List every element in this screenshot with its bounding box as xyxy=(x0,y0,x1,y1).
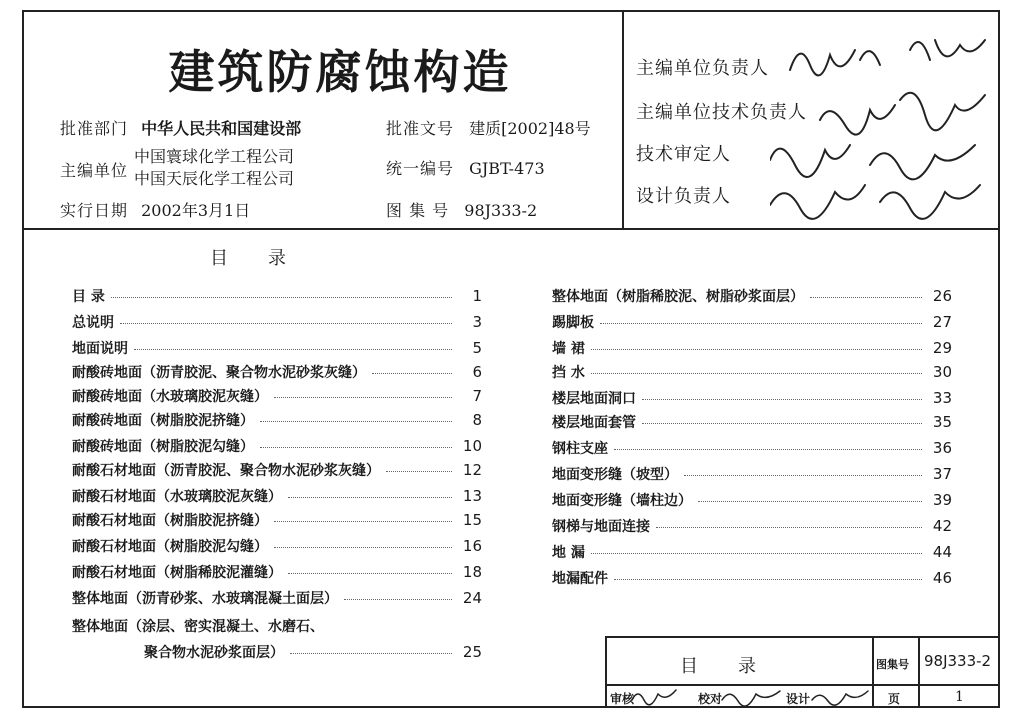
titleblock-top-border xyxy=(605,636,1000,638)
approval-no-row xyxy=(386,116,591,139)
toc-entry[interactable]: 耐酸砖地面（树脂胶泥勾缝） 10 xyxy=(72,437,482,455)
chief-unit-2: 中国天辰化学工程公司 xyxy=(134,169,295,188)
toc-entry[interactable]: 耐酸石材地面（树脂胶泥勾缝） 16 xyxy=(72,537,482,555)
toc-entry[interactable]: 墙 裙 29 xyxy=(552,339,952,357)
toc-entry[interactable]: 钢梯与地面连接 42 xyxy=(552,517,952,535)
review-label: 审核 xyxy=(610,692,635,706)
atlas-title: 建筑防腐蚀构造 xyxy=(168,45,512,99)
responsible-tech: 主编单位技术负责人 xyxy=(636,102,807,123)
effective-date-row xyxy=(60,198,250,221)
unified-no-label: 统一编号 xyxy=(386,159,455,178)
atlas-no-label: 图 集 号 xyxy=(386,201,450,220)
toc-entry[interactable]: 地 漏 44 xyxy=(552,543,952,561)
header-divider xyxy=(22,228,1000,230)
effective-date-value: 2002年3月1日 xyxy=(141,201,251,220)
toc-entry[interactable]: 楼层地面套管 35 xyxy=(552,413,952,431)
approval-no-label: 批准文号 xyxy=(386,119,455,138)
toc-entry[interactable]: 耐酸石材地面（树脂胶泥挤缝） 15 xyxy=(72,511,482,529)
toc-heading: 目 录 xyxy=(210,248,287,269)
responsible-chief-unit: 主编单位负责人 xyxy=(636,58,769,79)
toc-entry[interactable]: 踢脚板 27 xyxy=(552,313,952,331)
page-number: 1 xyxy=(955,689,964,705)
toc-entry[interactable]: 耐酸石材地面（沥青胶泥、聚合物水泥砂浆灰缝） 12 xyxy=(72,461,482,479)
toc-entry-continued[interactable]: 整体地面（涂层、密实混凝土、水磨石、 xyxy=(72,619,324,635)
toc-entry[interactable]: 整体地面（沥青砂浆、水玻璃混凝土面层） 24 xyxy=(72,589,482,607)
header-vertical-divider xyxy=(622,10,624,228)
approving-dept-row xyxy=(60,116,301,139)
toc-entry[interactable]: 聚合物水泥砂浆面层） 25 xyxy=(144,643,482,661)
titleblock-left-border xyxy=(605,636,607,708)
toc-entry[interactable]: 地面说明 5 xyxy=(72,339,482,357)
effective-date-label: 实行日期 xyxy=(60,201,129,220)
titleblock-div-1 xyxy=(872,636,874,708)
chief-unit-label: 主编单位 xyxy=(60,161,129,180)
responsible-reviewer: 技术审定人 xyxy=(636,144,731,165)
toc-entry[interactable]: 地漏配件 46 xyxy=(552,569,952,587)
design-label: 设计 xyxy=(786,692,811,706)
toc-entry[interactable]: 整体地面（树脂稀胶泥、树脂砂浆面层） 26 xyxy=(552,287,952,305)
toc-entry[interactable]: 地面变形缝（坡型） 37 xyxy=(552,465,952,483)
approving-dept-label: 批准部门 xyxy=(60,119,129,138)
toc-entry[interactable]: 目 录 1 xyxy=(72,287,482,305)
toc-entry[interactable]: 耐酸砖地面（水玻璃胶泥灰缝） 7 xyxy=(72,387,482,405)
chief-unit-1: 中国寰球化学工程公司 xyxy=(134,147,295,166)
toc-entry[interactable]: 楼层地面洞口 33 xyxy=(552,389,952,407)
toc-entry[interactable]: 钢柱支座 36 xyxy=(552,439,952,457)
page-label: 页 xyxy=(888,692,901,706)
toc-entry[interactable]: 耐酸石材地面（水玻璃胶泥灰缝） 13 xyxy=(72,487,482,505)
toc-entry[interactable]: 总说明 3 xyxy=(72,313,482,331)
approving-dept-value: 中华人民共和国建设部 xyxy=(141,119,302,138)
unified-no-row xyxy=(386,156,545,179)
toc-entry[interactable]: 地面变形缝（墙柱边） 39 xyxy=(552,491,952,509)
toc-entry[interactable]: 耐酸石材地面（树脂稀胶泥灌缝） 18 xyxy=(72,563,482,581)
chief-unit-row xyxy=(60,146,294,190)
approval-no-value: 建质[2002]48号 xyxy=(469,119,591,138)
toc-entry[interactable]: 耐酸砖地面（树脂胶泥挤缝） 8 xyxy=(72,411,482,429)
toc-entry[interactable]: 挡 水 30 xyxy=(552,363,952,381)
unified-no-value: GJBT-473 xyxy=(469,159,545,178)
titleblock-mid-line xyxy=(605,684,1000,686)
atlas-no-label-tb: 图集号 xyxy=(876,658,909,671)
atlas-no-tb: 98J333-2 xyxy=(924,652,992,670)
titleblock-div-2 xyxy=(918,636,920,708)
atlas-no-row xyxy=(386,198,537,221)
sheet-title: 目 录 xyxy=(680,656,757,677)
responsible-designer: 设计负责人 xyxy=(636,186,731,207)
check-label: 校对 xyxy=(698,692,723,706)
toc-entry[interactable]: 耐酸砖地面（沥青胶泥、聚合物水泥砂浆灰缝） 6 xyxy=(72,363,482,381)
atlas-no-value: 98J333-2 xyxy=(464,201,538,220)
